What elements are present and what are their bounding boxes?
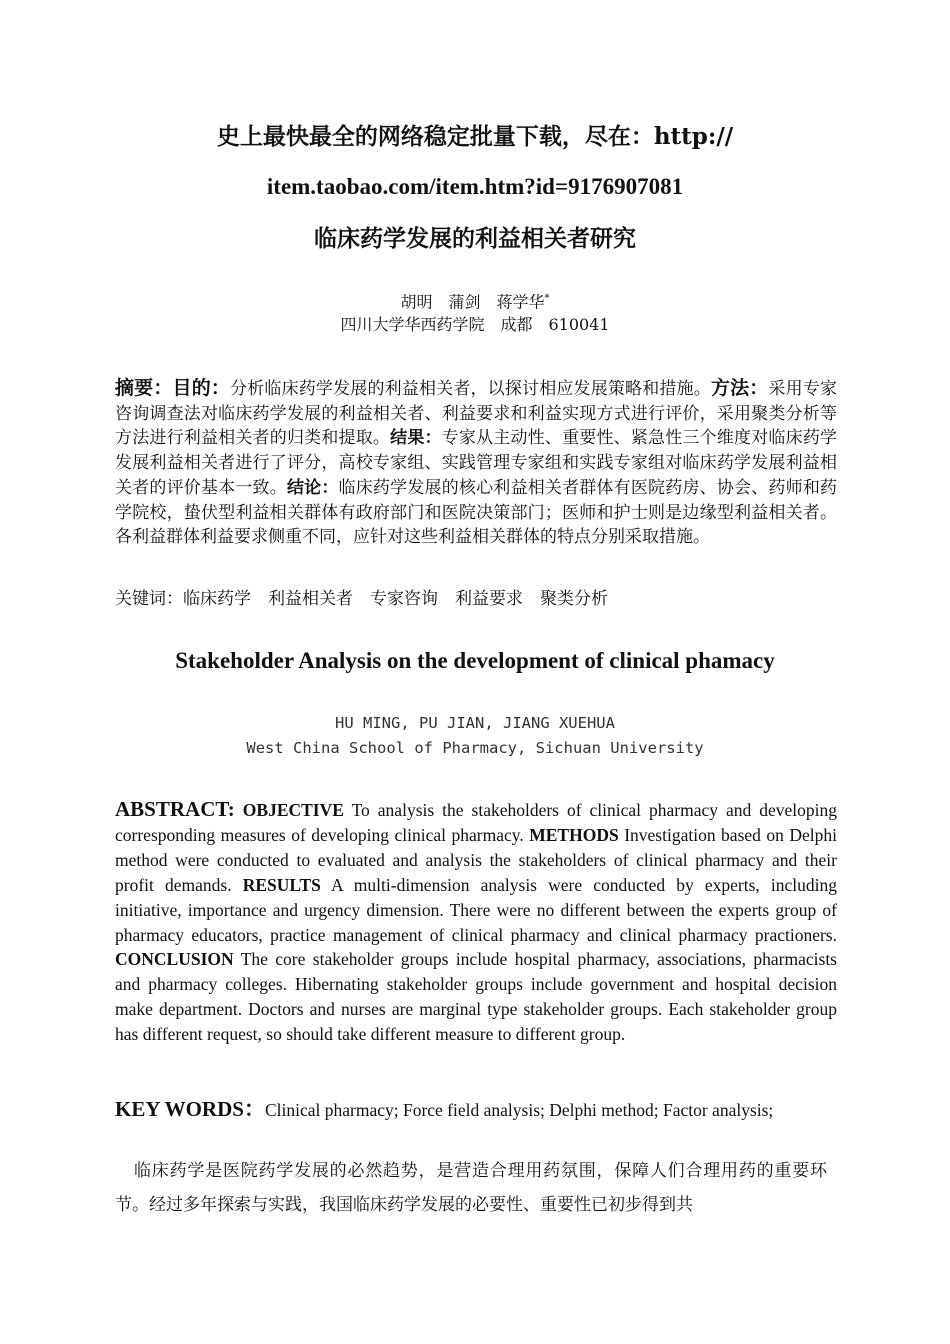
methods-cn-text: 采用专家咨询调查法对临床药学发展的利益相关者、利益要求和利益实现方式进行评价，采用聚类分析等方法进行利益相关者的归类和提取。	[115, 379, 837, 449]
abstract-cn-label: 摘要：	[115, 377, 173, 399]
abstract-cn	[115, 376, 837, 550]
body-paragraph: 临床药学是医院药学发展的必然趋势，是营造合理用药氛围，保障人们合理用药的重要环节。经过多年探索与实践，我国临床药学发展的必要性、重要性已初步得到共	[115, 1161, 827, 1215]
title-en: Stakeholder Analysis on the development of clinical phamacy	[175, 648, 775, 673]
results-cn-text: 专家从主动性、重要性、紧急性三个维度对临床药学发展利益相关者进行了评分，高校专家组、实践管理专家组和实践专家组对临床药学发展利益相关者的评价基本一致。	[115, 428, 838, 498]
objective-cn-label: 目的：	[172, 377, 231, 399]
results-en-text: A multi-dimension analysis were conducted by experts, including initiative, importance and urgency dimension. There were no different between the experts group of pharmacy educators, practice management of clinical pharmacy and clinical pharmacy practioners.	[115, 874, 837, 945]
results-en-label: RESULTS	[242, 874, 321, 895]
affiliation-en: West China School of Pharmacy, Sichuan University	[246, 739, 704, 757]
affiliation-cn: 四川大学华西药学院 成都 610041	[340, 315, 610, 334]
conclusion-cn-text: 临床药学发展的核心利益相关者群体有医院药房、协会、药师和药学院校，蛰伏型利益相关群体有政府部门和医院决策部门；医师和护士则是边缘型利益相关者。各利益群体利益要求侧重不同，应针对这些利益相关群体的特点分别采取措施。	[115, 477, 838, 548]
methods-cn-label: 方法：	[710, 377, 769, 399]
conclusion-en-label: CONCLUSION	[115, 949, 234, 970]
abstract-en	[115, 797, 837, 1047]
abstract-en-label: ABSTRACT:	[115, 797, 235, 821]
objective-en-label: OBJECTIVE	[242, 800, 344, 820]
title-cn: 临床药学发展的利益相关者研究	[314, 225, 636, 252]
methods-en-text: Investigation based on Delphi method were conducted to evaluated and analysis the stakeholders of clinical pharmacy and their profit demands.	[115, 824, 838, 895]
authors-en: HU MING, PU JIAN, JIANG XUEHUA	[335, 714, 615, 732]
keywords-en-text: Clinical pharmacy; Force field analysis; Delphi method; Factor analysis;	[264, 1100, 774, 1120]
keywords-en	[115, 1096, 855, 1123]
keywords-en-label: KEY WORDS：	[115, 1097, 265, 1121]
corresponding-mark: *	[544, 293, 550, 304]
objective-cn-text: 分析临床药学发展的利益相关者，以探讨相应发展策略和措施。	[230, 379, 711, 399]
promo-line-2: item.taobao.com/item.htm?id=9176907081	[266, 174, 684, 199]
promo-line-1: 史上最快最全的网络稳定批量下载，尽在：http://	[216, 123, 734, 150]
authors-cn	[0, 287, 950, 314]
methods-en-label: METHODS	[529, 824, 619, 845]
conclusion-en-text: The core stakeholder groups include hospital pharmacy, associations, pharmacists and pharmacy colleges. Hibernating stakeholder groups include government and hospital decision make department. Doctors and nurses are marginal type stakeholder groups. Each stakeholder group has different request, so should take different measure to different group.	[115, 949, 837, 1045]
results-cn-label: 结果：	[390, 428, 442, 449]
author-names-cn: 胡明 蒲剑 蒋学华	[400, 292, 545, 312]
objective-en-text: To analysis the stakeholders of clinical pharmacy and developing corresponding measures of developing clinical pharmacy.	[115, 800, 838, 845]
keywords-cn: 关键词：临床药学 利益相关者 专家咨询 利益要求 聚类分析	[115, 589, 608, 609]
conclusion-cn-label: 结论：	[286, 477, 339, 498]
